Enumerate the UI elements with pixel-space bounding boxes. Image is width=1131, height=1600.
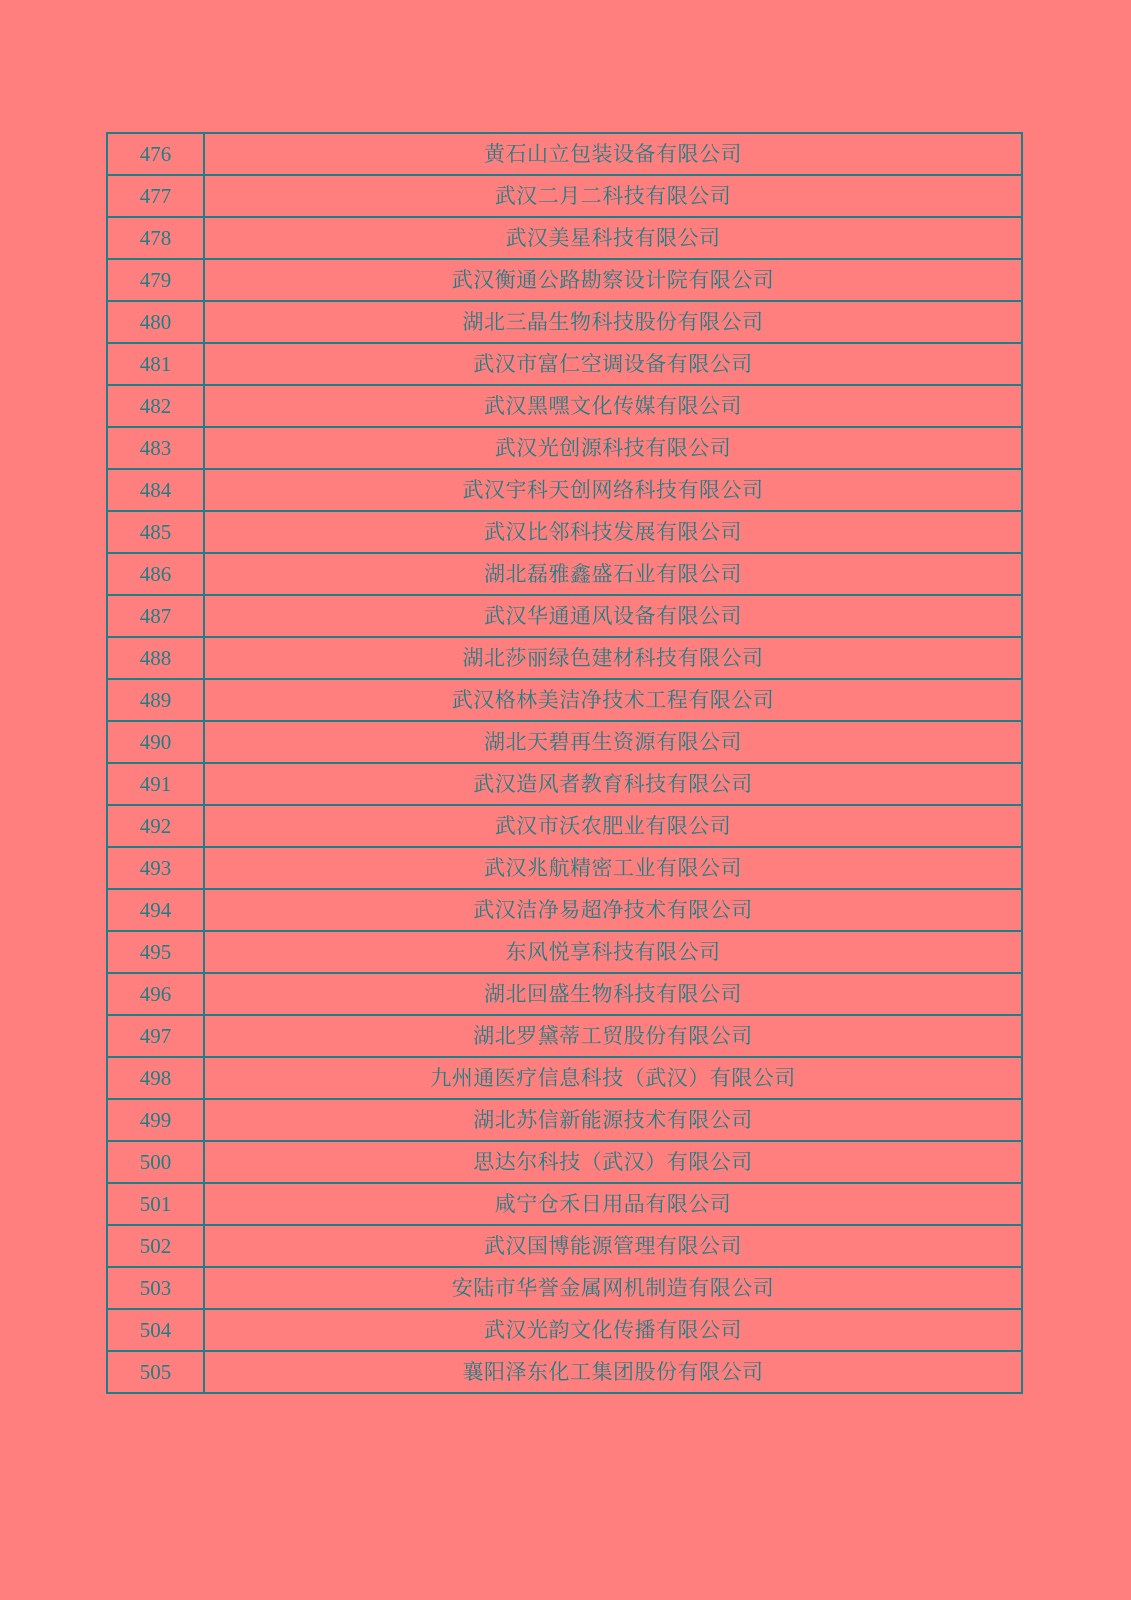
table-row bbox=[107, 847, 1022, 889]
table-row bbox=[107, 175, 1022, 217]
row-number: 489 bbox=[107, 679, 204, 721]
company-name: 湖北回盛生物科技有限公司 bbox=[204, 973, 1022, 1015]
table-row bbox=[107, 679, 1022, 721]
row-number: 501 bbox=[107, 1183, 204, 1225]
company-name: 武汉兆航精密工业有限公司 bbox=[204, 847, 1022, 889]
row-number: 478 bbox=[107, 217, 204, 259]
row-number: 503 bbox=[107, 1267, 204, 1309]
table-row bbox=[107, 385, 1022, 427]
table-row bbox=[107, 763, 1022, 805]
company-name: 安陆市华誉金属网机制造有限公司 bbox=[204, 1267, 1022, 1309]
table-row bbox=[107, 1141, 1022, 1183]
company-name: 武汉格林美洁净技术工程有限公司 bbox=[204, 679, 1022, 721]
row-number: 484 bbox=[107, 469, 204, 511]
row-number: 488 bbox=[107, 637, 204, 679]
row-number: 491 bbox=[107, 763, 204, 805]
row-number: 502 bbox=[107, 1225, 204, 1267]
company-name: 武汉造风者教育科技有限公司 bbox=[204, 763, 1022, 805]
row-number: 494 bbox=[107, 889, 204, 931]
row-number: 499 bbox=[107, 1099, 204, 1141]
company-name: 思达尔科技（武汉）有限公司 bbox=[204, 1141, 1022, 1183]
table-row bbox=[107, 133, 1022, 175]
company-name: 武汉黑嘿文化传媒有限公司 bbox=[204, 385, 1022, 427]
row-number: 476 bbox=[107, 133, 204, 175]
row-number: 487 bbox=[107, 595, 204, 637]
company-name: 湖北罗黛蒂工贸股份有限公司 bbox=[204, 1015, 1022, 1057]
company-name: 咸宁仓禾日用品有限公司 bbox=[204, 1183, 1022, 1225]
table-row bbox=[107, 553, 1022, 595]
table-row bbox=[107, 1309, 1022, 1351]
company-name: 湖北三晶生物科技股份有限公司 bbox=[204, 301, 1022, 343]
table-row bbox=[107, 301, 1022, 343]
company-name: 黄石山立包装设备有限公司 bbox=[204, 133, 1022, 175]
table-row bbox=[107, 511, 1022, 553]
table-row bbox=[107, 1183, 1022, 1225]
company-name: 武汉华通通风设备有限公司 bbox=[204, 595, 1022, 637]
table-row bbox=[107, 1267, 1022, 1309]
table-row bbox=[107, 1015, 1022, 1057]
company-name: 九州通医疗信息科技（武汉）有限公司 bbox=[204, 1057, 1022, 1099]
company-name: 武汉二月二科技有限公司 bbox=[204, 175, 1022, 217]
row-number: 504 bbox=[107, 1309, 204, 1351]
row-number: 486 bbox=[107, 553, 204, 595]
table-row bbox=[107, 1351, 1022, 1393]
row-number: 498 bbox=[107, 1057, 204, 1099]
row-number: 493 bbox=[107, 847, 204, 889]
company-name: 武汉市富仁空调设备有限公司 bbox=[204, 343, 1022, 385]
company-name: 武汉比邻科技发展有限公司 bbox=[204, 511, 1022, 553]
row-number: 477 bbox=[107, 175, 204, 217]
table-row bbox=[107, 637, 1022, 679]
company-name: 武汉美星科技有限公司 bbox=[204, 217, 1022, 259]
row-number: 505 bbox=[107, 1351, 204, 1393]
company-name: 武汉光韵文化传播有限公司 bbox=[204, 1309, 1022, 1351]
row-number: 490 bbox=[107, 721, 204, 763]
row-number: 480 bbox=[107, 301, 204, 343]
row-number: 479 bbox=[107, 259, 204, 301]
company-name: 武汉光创源科技有限公司 bbox=[204, 427, 1022, 469]
row-number: 481 bbox=[107, 343, 204, 385]
company-list-table bbox=[106, 132, 1023, 1394]
row-number: 485 bbox=[107, 511, 204, 553]
table-row bbox=[107, 217, 1022, 259]
table-body bbox=[107, 133, 1022, 1393]
company-name: 湖北磊雅鑫盛石业有限公司 bbox=[204, 553, 1022, 595]
table-row bbox=[107, 259, 1022, 301]
row-number: 497 bbox=[107, 1015, 204, 1057]
table-row bbox=[107, 973, 1022, 1015]
table-row bbox=[107, 1057, 1022, 1099]
table-row bbox=[107, 595, 1022, 637]
table-row bbox=[107, 469, 1022, 511]
company-name: 东风悦享科技有限公司 bbox=[204, 931, 1022, 973]
table-row bbox=[107, 931, 1022, 973]
table-row bbox=[107, 889, 1022, 931]
company-name: 武汉国博能源管理有限公司 bbox=[204, 1225, 1022, 1267]
company-name: 湖北苏信新能源技术有限公司 bbox=[204, 1099, 1022, 1141]
table-row bbox=[107, 1225, 1022, 1267]
row-number: 495 bbox=[107, 931, 204, 973]
table-row bbox=[107, 343, 1022, 385]
company-name: 武汉衡通公路勘察设计院有限公司 bbox=[204, 259, 1022, 301]
row-number: 500 bbox=[107, 1141, 204, 1183]
company-name: 武汉市沃农肥业有限公司 bbox=[204, 805, 1022, 847]
company-name: 湖北莎丽绿色建材科技有限公司 bbox=[204, 637, 1022, 679]
company-name: 襄阳泽东化工集团股份有限公司 bbox=[204, 1351, 1022, 1393]
table-row bbox=[107, 721, 1022, 763]
table-row bbox=[107, 805, 1022, 847]
row-number: 492 bbox=[107, 805, 204, 847]
row-number: 483 bbox=[107, 427, 204, 469]
row-number: 482 bbox=[107, 385, 204, 427]
company-name: 湖北天碧再生资源有限公司 bbox=[204, 721, 1022, 763]
company-name: 武汉洁净易超净技术有限公司 bbox=[204, 889, 1022, 931]
table-row bbox=[107, 1099, 1022, 1141]
table-row bbox=[107, 427, 1022, 469]
company-name: 武汉宇科天创网络科技有限公司 bbox=[204, 469, 1022, 511]
row-number: 496 bbox=[107, 973, 204, 1015]
